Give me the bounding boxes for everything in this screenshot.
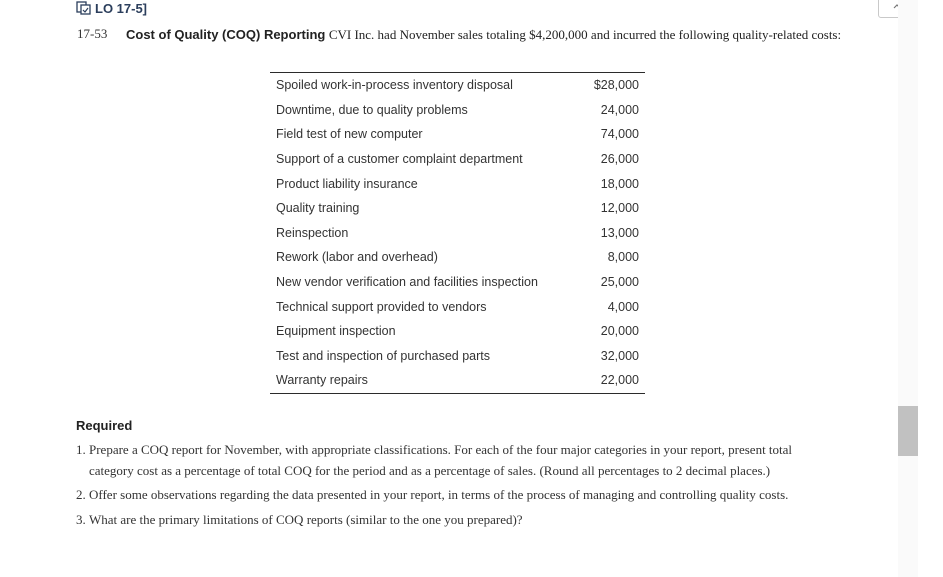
cost-label: Spoiled work-in-process inventory disposal	[276, 78, 513, 93]
cost-label: Warranty repairs	[276, 373, 368, 388]
cost-label: Test and inspection of purchased parts	[276, 348, 491, 363]
cost-label: Technical support provided to vendors	[276, 299, 487, 314]
table-row	[270, 319, 645, 344]
cost-label: Quality training	[276, 201, 360, 216]
table-row	[270, 98, 645, 123]
required-heading: Required	[76, 418, 133, 433]
cost-label: Support of a customer complaint department	[276, 152, 523, 167]
required-list	[76, 440, 836, 534]
cost-label: Equipment inspection	[276, 324, 396, 339]
cost-amount: 12,000	[600, 201, 639, 216]
list-item-number: 3.	[76, 511, 86, 527]
cost-amount: 20,000	[600, 324, 639, 339]
list-item	[76, 485, 836, 506]
table-row	[270, 270, 645, 295]
cost-amount: 8,000	[607, 250, 639, 265]
learning-objective-label: LO 17-5]	[95, 0, 148, 16]
table-row	[270, 368, 645, 393]
table-row	[270, 196, 645, 221]
problem-number: 17-53	[77, 26, 108, 41]
scrollbar-track[interactable]	[898, 0, 918, 577]
list-item	[76, 510, 836, 531]
list-item-text: What are the primary limitations of COQ reports (similar to the one you prepared)?	[89, 511, 523, 527]
list-item-number: 1.	[76, 442, 86, 457]
table-row	[270, 294, 645, 319]
cost-amount: 24,000	[600, 102, 639, 117]
problem-title: Cost of Quality (COQ) Reporting	[126, 27, 326, 42]
cost-label: Rework (labor and overhead)	[276, 250, 438, 265]
cost-amount: 4,000	[607, 299, 639, 314]
cost-amount: 74,000	[600, 127, 639, 142]
table-row	[270, 221, 645, 246]
table-row	[270, 147, 645, 172]
problem-intro-text: CVI Inc. had November sales totaling $4,200,000 and incurred the following quality-related costs:	[328, 27, 842, 42]
list-item-text: Prepare a COQ report for November, with appropriate classifications. For each of the four major categories in your report, present total category cost as a percentage of total COQ for the period and as a percentage of sales. (Round all percentages to 2 decimal places.)	[89, 442, 793, 478]
scrollbar-thumb[interactable]	[898, 406, 918, 456]
quality-costs-table	[270, 72, 645, 394]
table-row	[270, 344, 645, 369]
cost-amount: 32,000	[600, 348, 639, 363]
cost-label: New vendor verification and facilities inspection	[276, 275, 538, 290]
cost-label: Reinspection	[276, 225, 349, 240]
problem-statement	[126, 24, 846, 46]
table-row	[270, 73, 645, 98]
cost-label: Downtime, due to quality problems	[276, 102, 468, 117]
table-row	[270, 245, 645, 270]
list-item-text: Offer some observations regarding the data presented in your report, in terms of the process of managing and controlling quality costs.	[89, 487, 789, 502]
cost-amount: 25,000	[600, 275, 639, 290]
learning-objective-icon	[76, 1, 91, 15]
cost-amount: 22,000	[600, 373, 639, 388]
learning-objective-tag	[76, 0, 147, 16]
cost-amount: 18,000	[600, 176, 639, 191]
list-item	[76, 440, 836, 481]
cost-amount: 13,000	[600, 225, 639, 240]
cost-amount: $28,000	[593, 78, 639, 93]
table-row	[270, 122, 645, 147]
cost-label: Field test of new computer	[276, 127, 423, 142]
cost-amount: 26,000	[600, 152, 639, 167]
table-row	[270, 171, 645, 196]
list-item-number: 2.	[76, 487, 86, 502]
cost-label: Product liability insurance	[276, 176, 418, 191]
